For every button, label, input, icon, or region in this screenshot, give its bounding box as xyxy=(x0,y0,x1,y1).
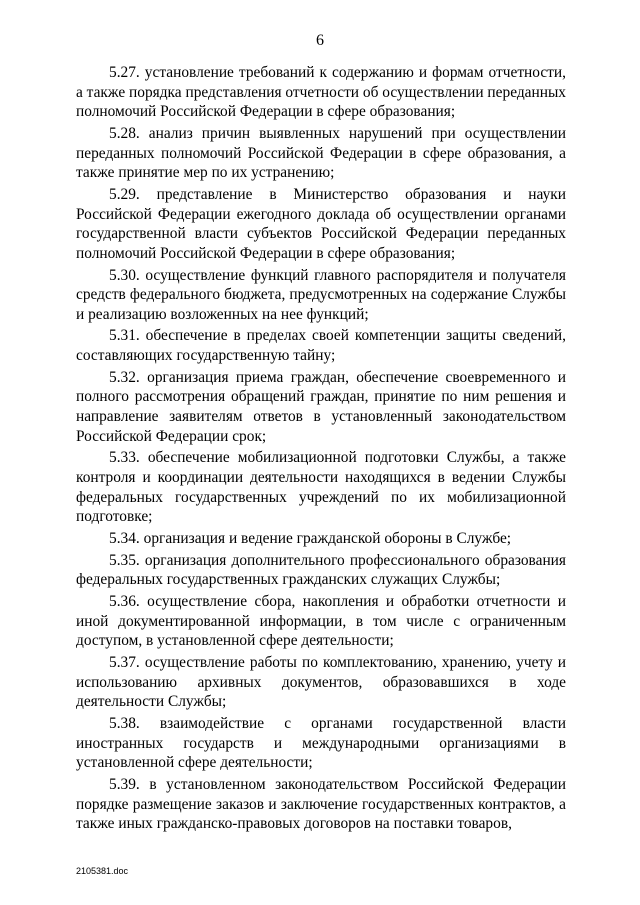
paragraph-5-29: 5.29. представление в Министерство образования и науки Российской Федерации ежегодного доклада об осуществлении органами государственной власти субъектов Российской Федерации переданных полномочий Российской Федерации в сфере образования; xyxy=(76,185,566,262)
paragraph-5-33: 5.33. обеспечение мобилизационной подготовки Службы, а также контроля и координации деятельности находящихся в ведении Службы федеральных государственных учреждений по их мобилизационной подготовке; xyxy=(76,449,566,526)
paragraph-5-36: 5.36. осуществление сбора, накопления и обработки отчетности и иной документированной информации, в том числе с ограниченным доступом, в установленной сфере деятельности; xyxy=(76,593,566,650)
paragraph-5-32: 5.32. организация приема граждан, обеспечение своевременного и полного рассмотрения обращений граждан, принятие по ним решения и направление заявителям ответов в установленный законодательством Российской Федерации срок; xyxy=(76,368,566,445)
paragraph-5-34: 5.34. организация и ведение гражданской обороны в Службе; xyxy=(109,529,512,547)
paragraph-5-39: 5.39. в установленном законодательством Российской Федерации порядке размещение заказов и заключение государственных контрактов, а также иных гражданско-правовых договоров на поставки товаров, xyxy=(76,776,566,833)
page-number: 6 xyxy=(316,32,324,49)
paragraph-5-28: 5.28. анализ причин выявленных нарушений при осуществлении переданных полномочий Российской Федерации в сфере образования, а также принятие мер по их устранению; xyxy=(76,124,566,182)
document-body xyxy=(76,63,566,836)
paragraph-5-27: 5.27. установление требований к содержанию и формам отчетности, а также порядка представления отчетности об осуществлении переданных полномочий Российской Федерации в сфере образования; xyxy=(76,64,566,121)
paragraph-5-30: 5.30. осуществление функций главного распорядителя и получателя средств федерального бюджета, предусмотренных на содержание Службы и реализацию возложенных на нее функций; xyxy=(76,266,566,323)
paragraph-5-38: 5.38. взаимодействие с органами государственной власти иностранных государств и международными организациями в установленной сфере деятельности; xyxy=(76,715,566,772)
paragraph-5-37: 5.37. осуществление работы по комплектованию, хранению, учету и использованию архивных документов, образовавшихся в ходе деятельности Службы; xyxy=(76,654,566,711)
paragraph-5-35: 5.35. организация дополнительного профессионального образования федеральных государственных гражданских служащих Службы; xyxy=(76,551,566,589)
file-name-footer: 2105381.doc xyxy=(76,866,129,876)
paragraph-5-31: 5.31. обеспечение в пределах своей компетенции защиты сведений, составляющих государственную тайну; xyxy=(76,327,566,365)
